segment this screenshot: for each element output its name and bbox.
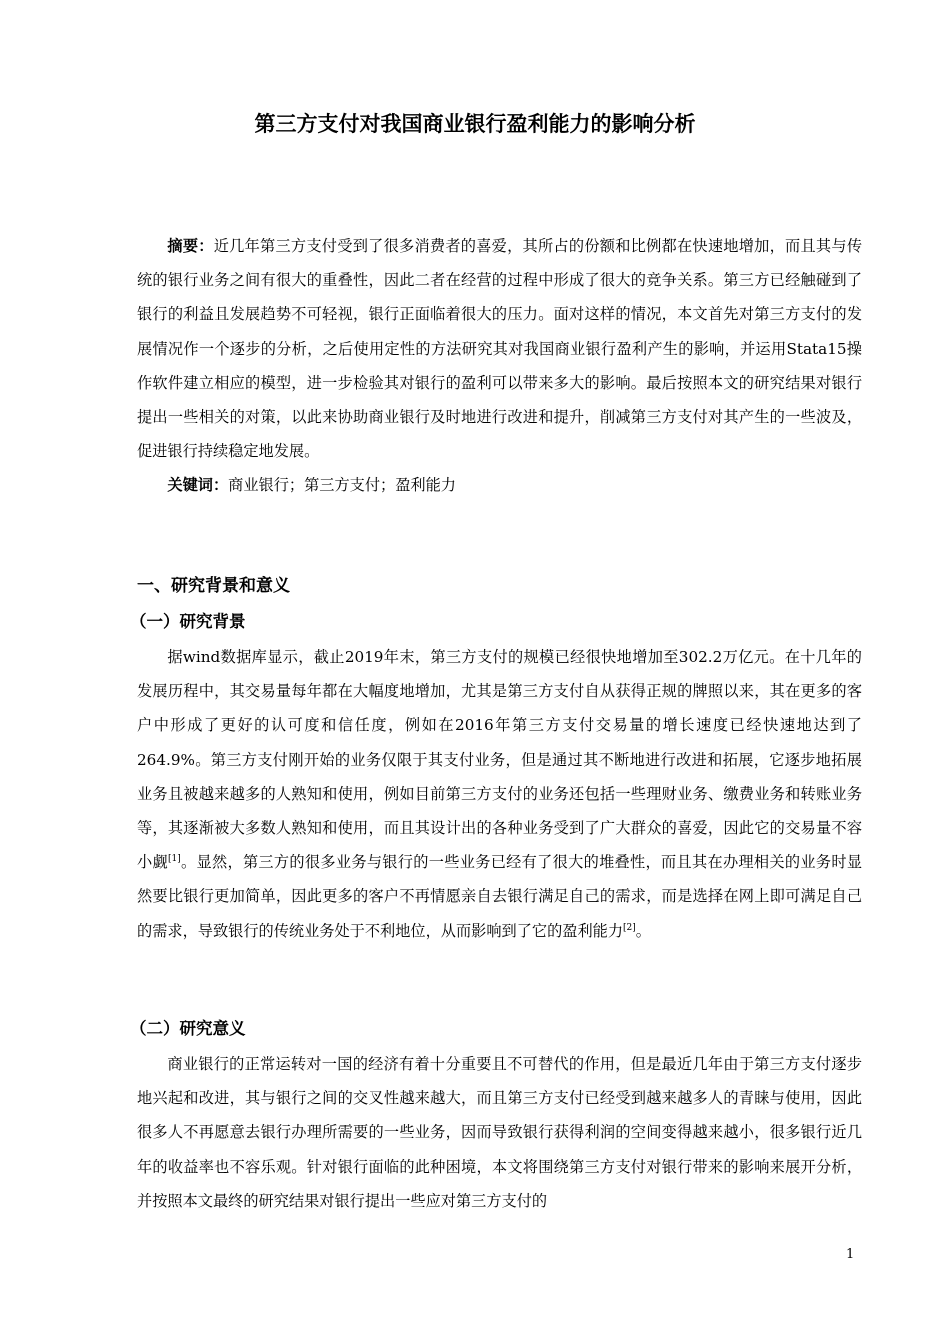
subsection-heading-significance: （二）研究意义 (130, 1019, 246, 1038)
abstract-label: 摘要： (167, 237, 214, 255)
keywords-text: 商业银行；第三方支付；盈利能力 (228, 476, 456, 495)
abstract-paragraph (137, 229, 862, 468)
background-paragraph (137, 640, 862, 948)
citation-1: [1] (167, 854, 181, 865)
significance-paragraph: 商业银行的正常运转对一国的经济有着十分重要且不可替代的作用，但是最近几年由于第三方支付逐步地兴起和改进，其与银行之间的交叉性越来越大，而且第三方支付已经受到越来越多人的青睐与使用，因此很多人不再愿意去银行办理所需要的一些业务，因而导致银行获得利润的空间变得越来越小，很多银行近几年的收益率也不容乐观。针对银行面临的此种困境，本文将围绕第三方支付对银行带来的影响来展开分析，并按照本文最终的研究结果对银行提出一些应对第三方支付的 (137, 1055, 862, 1210)
background-text-a: 据wind数据库显示，截止2019年末，第三方支付的规模已经很快地增加至302.2万亿元。在十几年的发展历程中，其交易量每年都在大幅度地增加，尤其是第三方支付自从获得正规的牌照以来，其在更多的客户中形成了更好的认可度和信任度，例如在2016年第三方支付交易量的增长速度已经快速地达到了264.9%。第三方支付刚开始的业务仅限于其支付业务，但是通过其不断地进行改进和拓展，它逐步地拓展业务且被越来越多的人熟知和使用，例如目前第三方支付的业务还包括一些理财业务、缴费业务和转账业务等，其逐渐被大多数人熟知和使用，而且其设计出的各种业务受到了广大群众的喜爱，因此它的交易量不容小觑 (137, 648, 862, 872)
background-text-c: 。 (635, 921, 651, 940)
subsection-heading-background: （一）研究背景 (130, 612, 246, 631)
background-block (137, 640, 862, 948)
section-heading: 一、研究背景和意义 (137, 576, 290, 596)
keywords-paragraph (137, 468, 862, 502)
significance-block (137, 1047, 862, 1218)
abstract-text: 近几年第三方支付受到了很多消费者的喜爱，其所占的份额和比例都在快速地增加，而且其与传统的银行业务之间有很大的重叠性，因此二者在经营的过程中形成了很大的竞争关系。第三方已经触碰到了银行的利益且发展趋势不可轻视，银行正面临着很大的压力。面对这样的情况，本文首先对第三方支付的发展情况作一个逐步的分析，之后使用定性的方法研究其对我国商业银行盈利产生的影响，并运用Stata15操作软件建立相应的模型，进一步检验其对银行的盈利可以带来多大的影响。最后按照本文的研究结果对银行提出一些相关的对策，以此来协助商业银行及时地进行改进和提升，削减第三方支付对其产生的一些波及，促进银行持续稳定地发展。 (137, 237, 863, 461)
citation-2: [2] (623, 922, 636, 933)
background-text-b: 。显然，第三方的很多业务与银行的一些业务已经有了很大的堆叠性，而且其在办理相关的业务时显然要比银行更加简单，因此更多的客户不再情愿亲自去银行满足自己的需求，而是选择在网上即可满足自己的需求，导致银行的传统业务处于不利地位，从而影响到了它的盈利能力 (137, 853, 863, 940)
abstract-block (137, 229, 862, 503)
paper-title: 第三方支付对我国商业银行盈利能力的影响分析 (254, 112, 696, 136)
page-number: 1 (846, 1247, 855, 1262)
keywords-label: 关键词： (167, 476, 229, 495)
